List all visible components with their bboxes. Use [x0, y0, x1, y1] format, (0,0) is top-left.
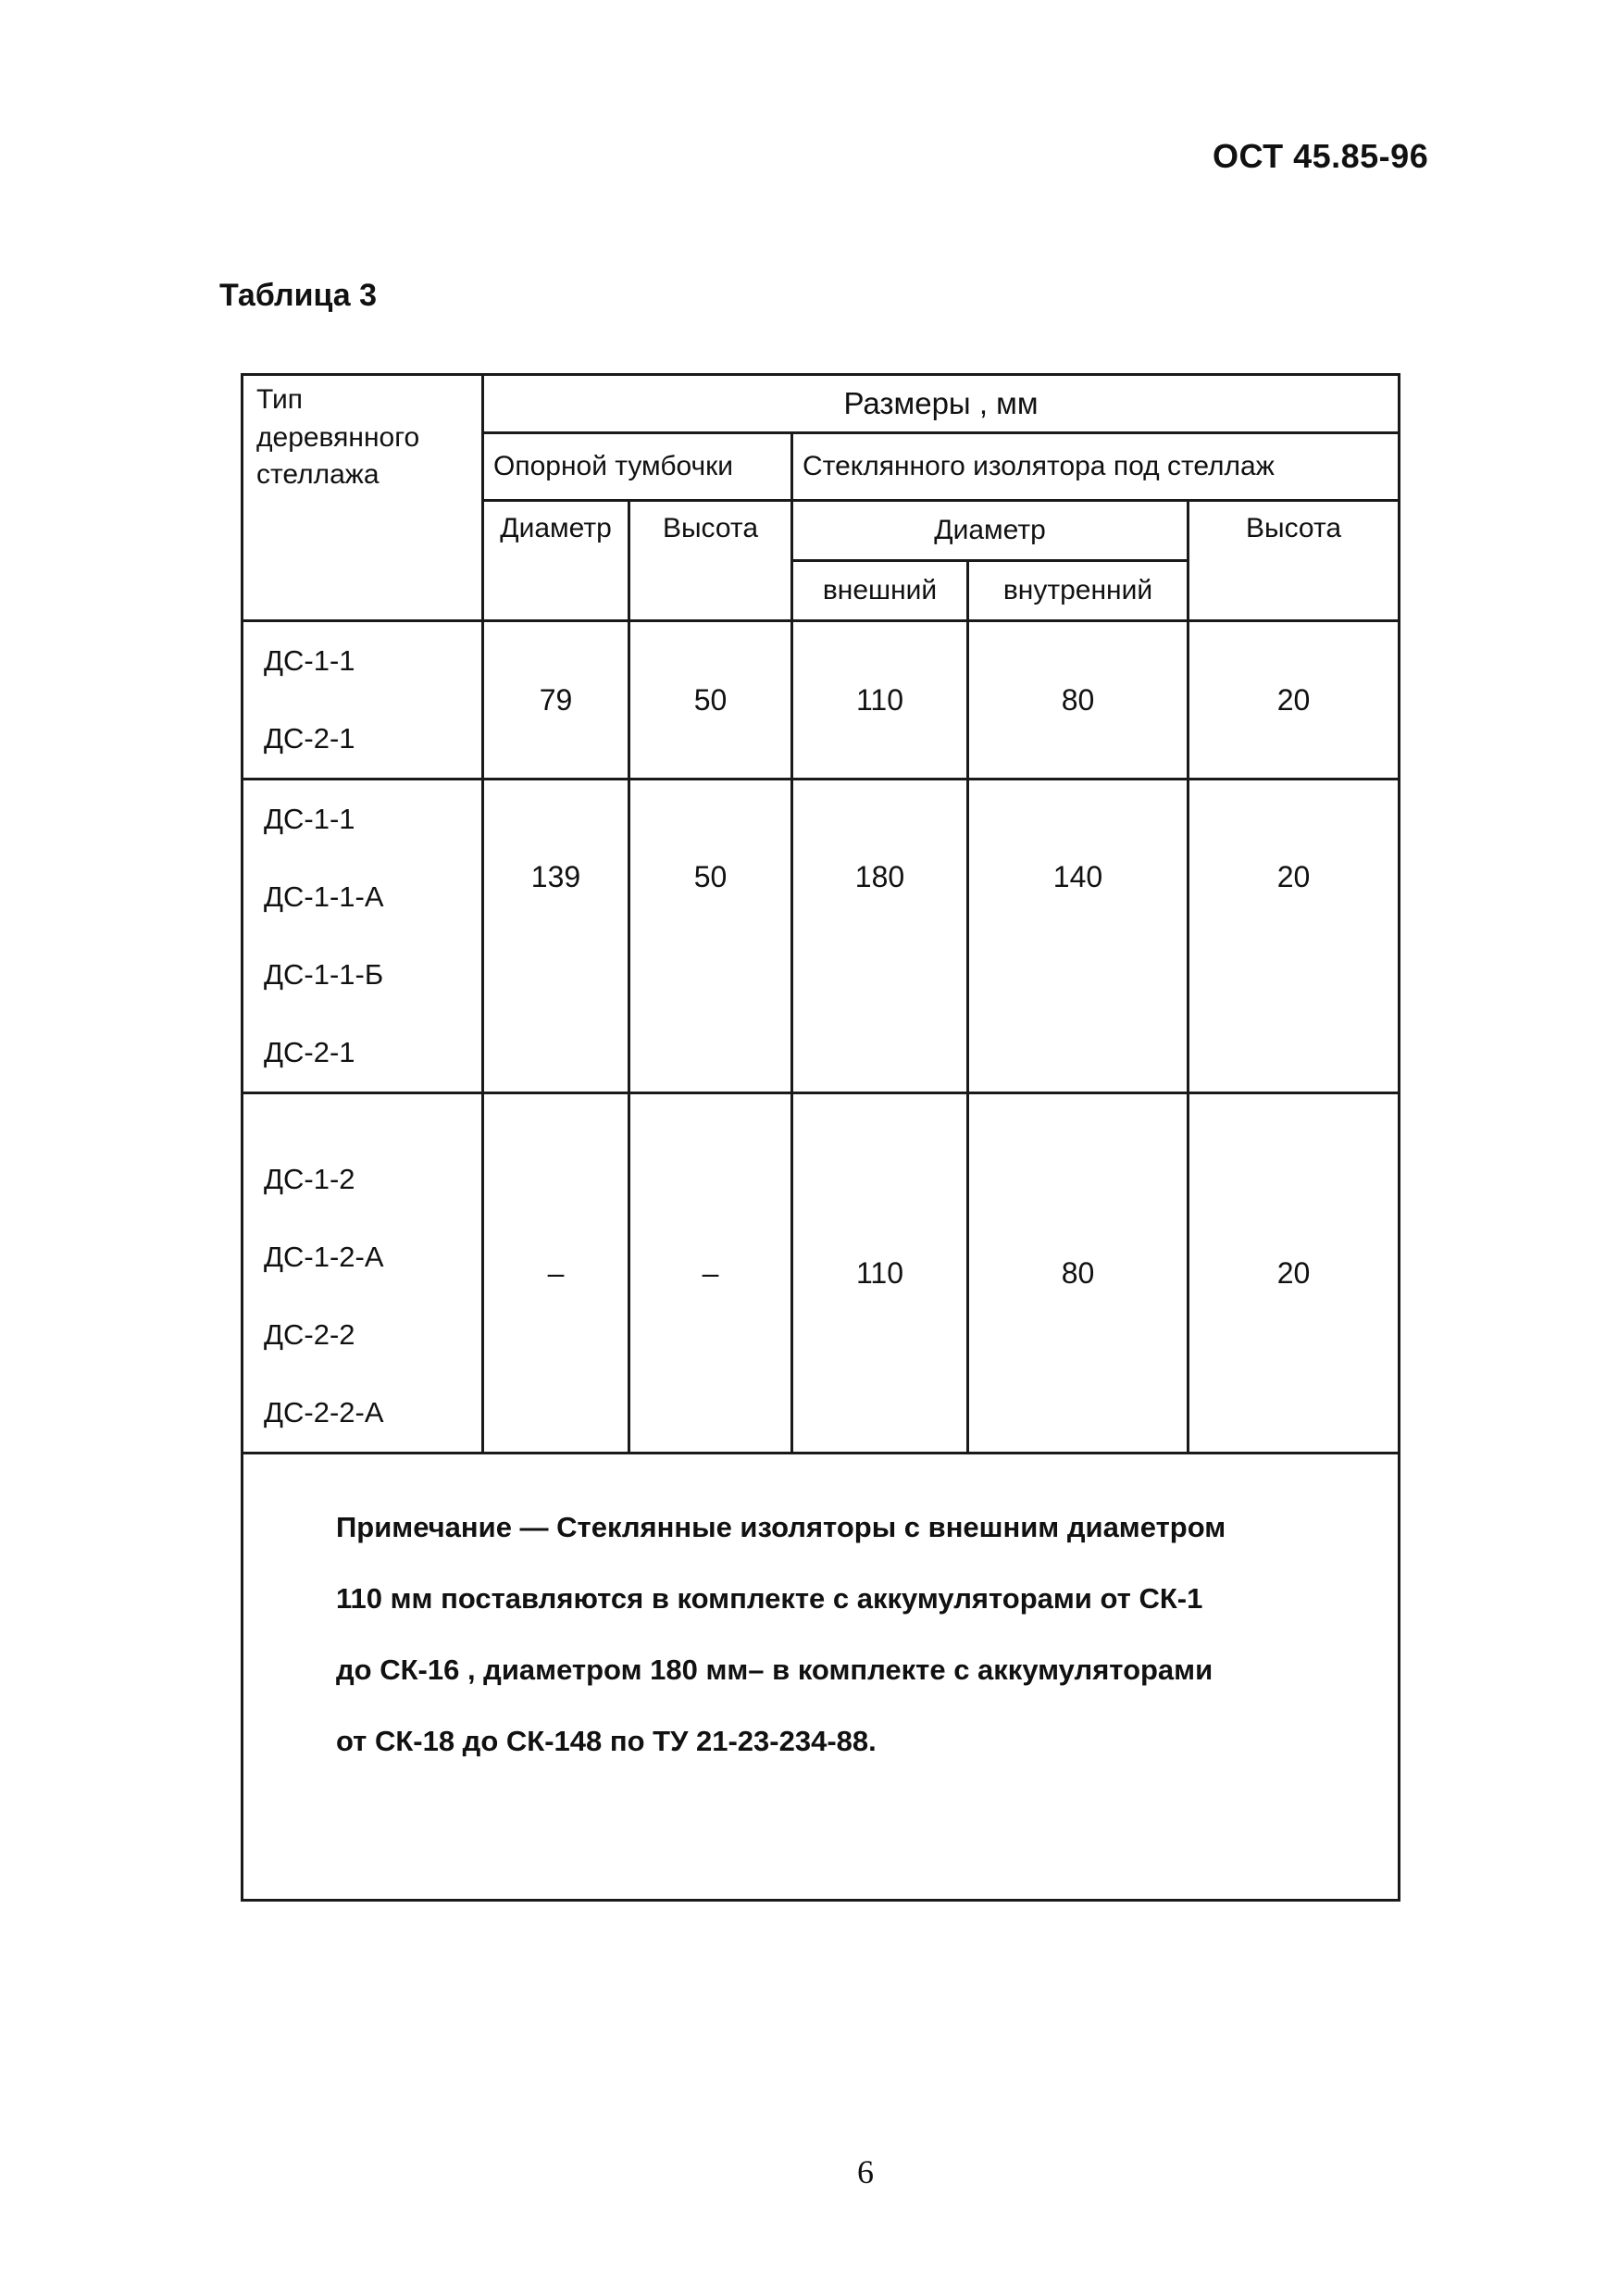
- inner-diameter-value: 140: [968, 780, 1189, 1093]
- shelf-type: ДС-2-1: [264, 1036, 355, 1068]
- dimensions-table: [241, 373, 1400, 1902]
- header-support-stand: Опорной тумбочки: [483, 433, 792, 501]
- shelf-type: ДС-2-2: [264, 1318, 355, 1351]
- insulator-height-value: 20: [1189, 780, 1400, 1093]
- insulator-height-value: 20: [1189, 621, 1400, 780]
- note-line: Примечание — Стеклянные изоляторы с внешним диаметром: [336, 1511, 1226, 1543]
- header-inner-diameter: внутренний: [968, 561, 1189, 621]
- table-title: Таблица 3: [219, 278, 378, 313]
- shelf-type: ДС-1-2-А: [264, 1241, 384, 1273]
- note-line: до СК-16 , диаметром 180 мм– в комплекте с аккумуляторами: [336, 1653, 1214, 1686]
- header-insulator-diameter: Диаметр: [792, 501, 1189, 561]
- support-diameter-value: –: [483, 1093, 629, 1454]
- shelf-types-cell: [243, 1093, 483, 1454]
- header-support-height: Высота: [629, 501, 792, 621]
- support-diameter-value: 139: [483, 780, 629, 1093]
- outer-diameter-value: 110: [792, 1093, 968, 1454]
- shelf-types-cell: [243, 621, 483, 780]
- header-glass-insulator: Стеклянного изолятора под стеллаж: [792, 433, 1400, 501]
- shelf-type: ДС-1-1-Б: [264, 958, 384, 991]
- header-outer-diameter: внешний: [792, 561, 968, 621]
- table-row: [243, 621, 1400, 780]
- shelf-type: ДС-1-1: [264, 644, 355, 677]
- table-row: [243, 780, 1400, 1093]
- support-height-value: 50: [629, 780, 792, 1093]
- shelf-types-cell: [243, 780, 483, 1093]
- outer-diameter-value: 180: [792, 780, 968, 1093]
- table-note: [243, 1454, 1400, 1901]
- header-support-diameter: Диаметр: [483, 501, 629, 621]
- header-shelf-type: Тип деревянного стеллажа: [243, 375, 483, 621]
- inner-diameter-value: 80: [968, 1093, 1189, 1454]
- note-line: 110 мм поставляются в комплекте с аккумуляторами от СК-1: [336, 1582, 1203, 1615]
- shelf-type: ДС-2-1: [264, 722, 355, 755]
- insulator-height-value: 20: [1189, 1093, 1400, 1454]
- shelf-type: ДС-1-1: [264, 803, 355, 835]
- support-diameter-value: 79: [483, 621, 629, 780]
- inner-diameter-value: 80: [968, 621, 1189, 780]
- header-insulator-height: Высота: [1189, 501, 1400, 621]
- shelf-type: ДС-2-2-А: [264, 1396, 384, 1429]
- header-sizes: Размеры , мм: [483, 375, 1400, 433]
- document-code: ОСТ 45.85-96: [1213, 137, 1429, 175]
- outer-diameter-value: 110: [792, 621, 968, 780]
- page-number: 6: [857, 2153, 874, 2190]
- shelf-type: ДС-1-2: [264, 1163, 355, 1195]
- shelf-type: ДС-1-1-А: [264, 880, 384, 913]
- table-row: [243, 1093, 1400, 1454]
- note-line: от СК-18 до СК-148 по ТУ 21-23-234-88.: [336, 1725, 877, 1757]
- support-height-value: –: [629, 1093, 792, 1454]
- support-height-value: 50: [629, 621, 792, 780]
